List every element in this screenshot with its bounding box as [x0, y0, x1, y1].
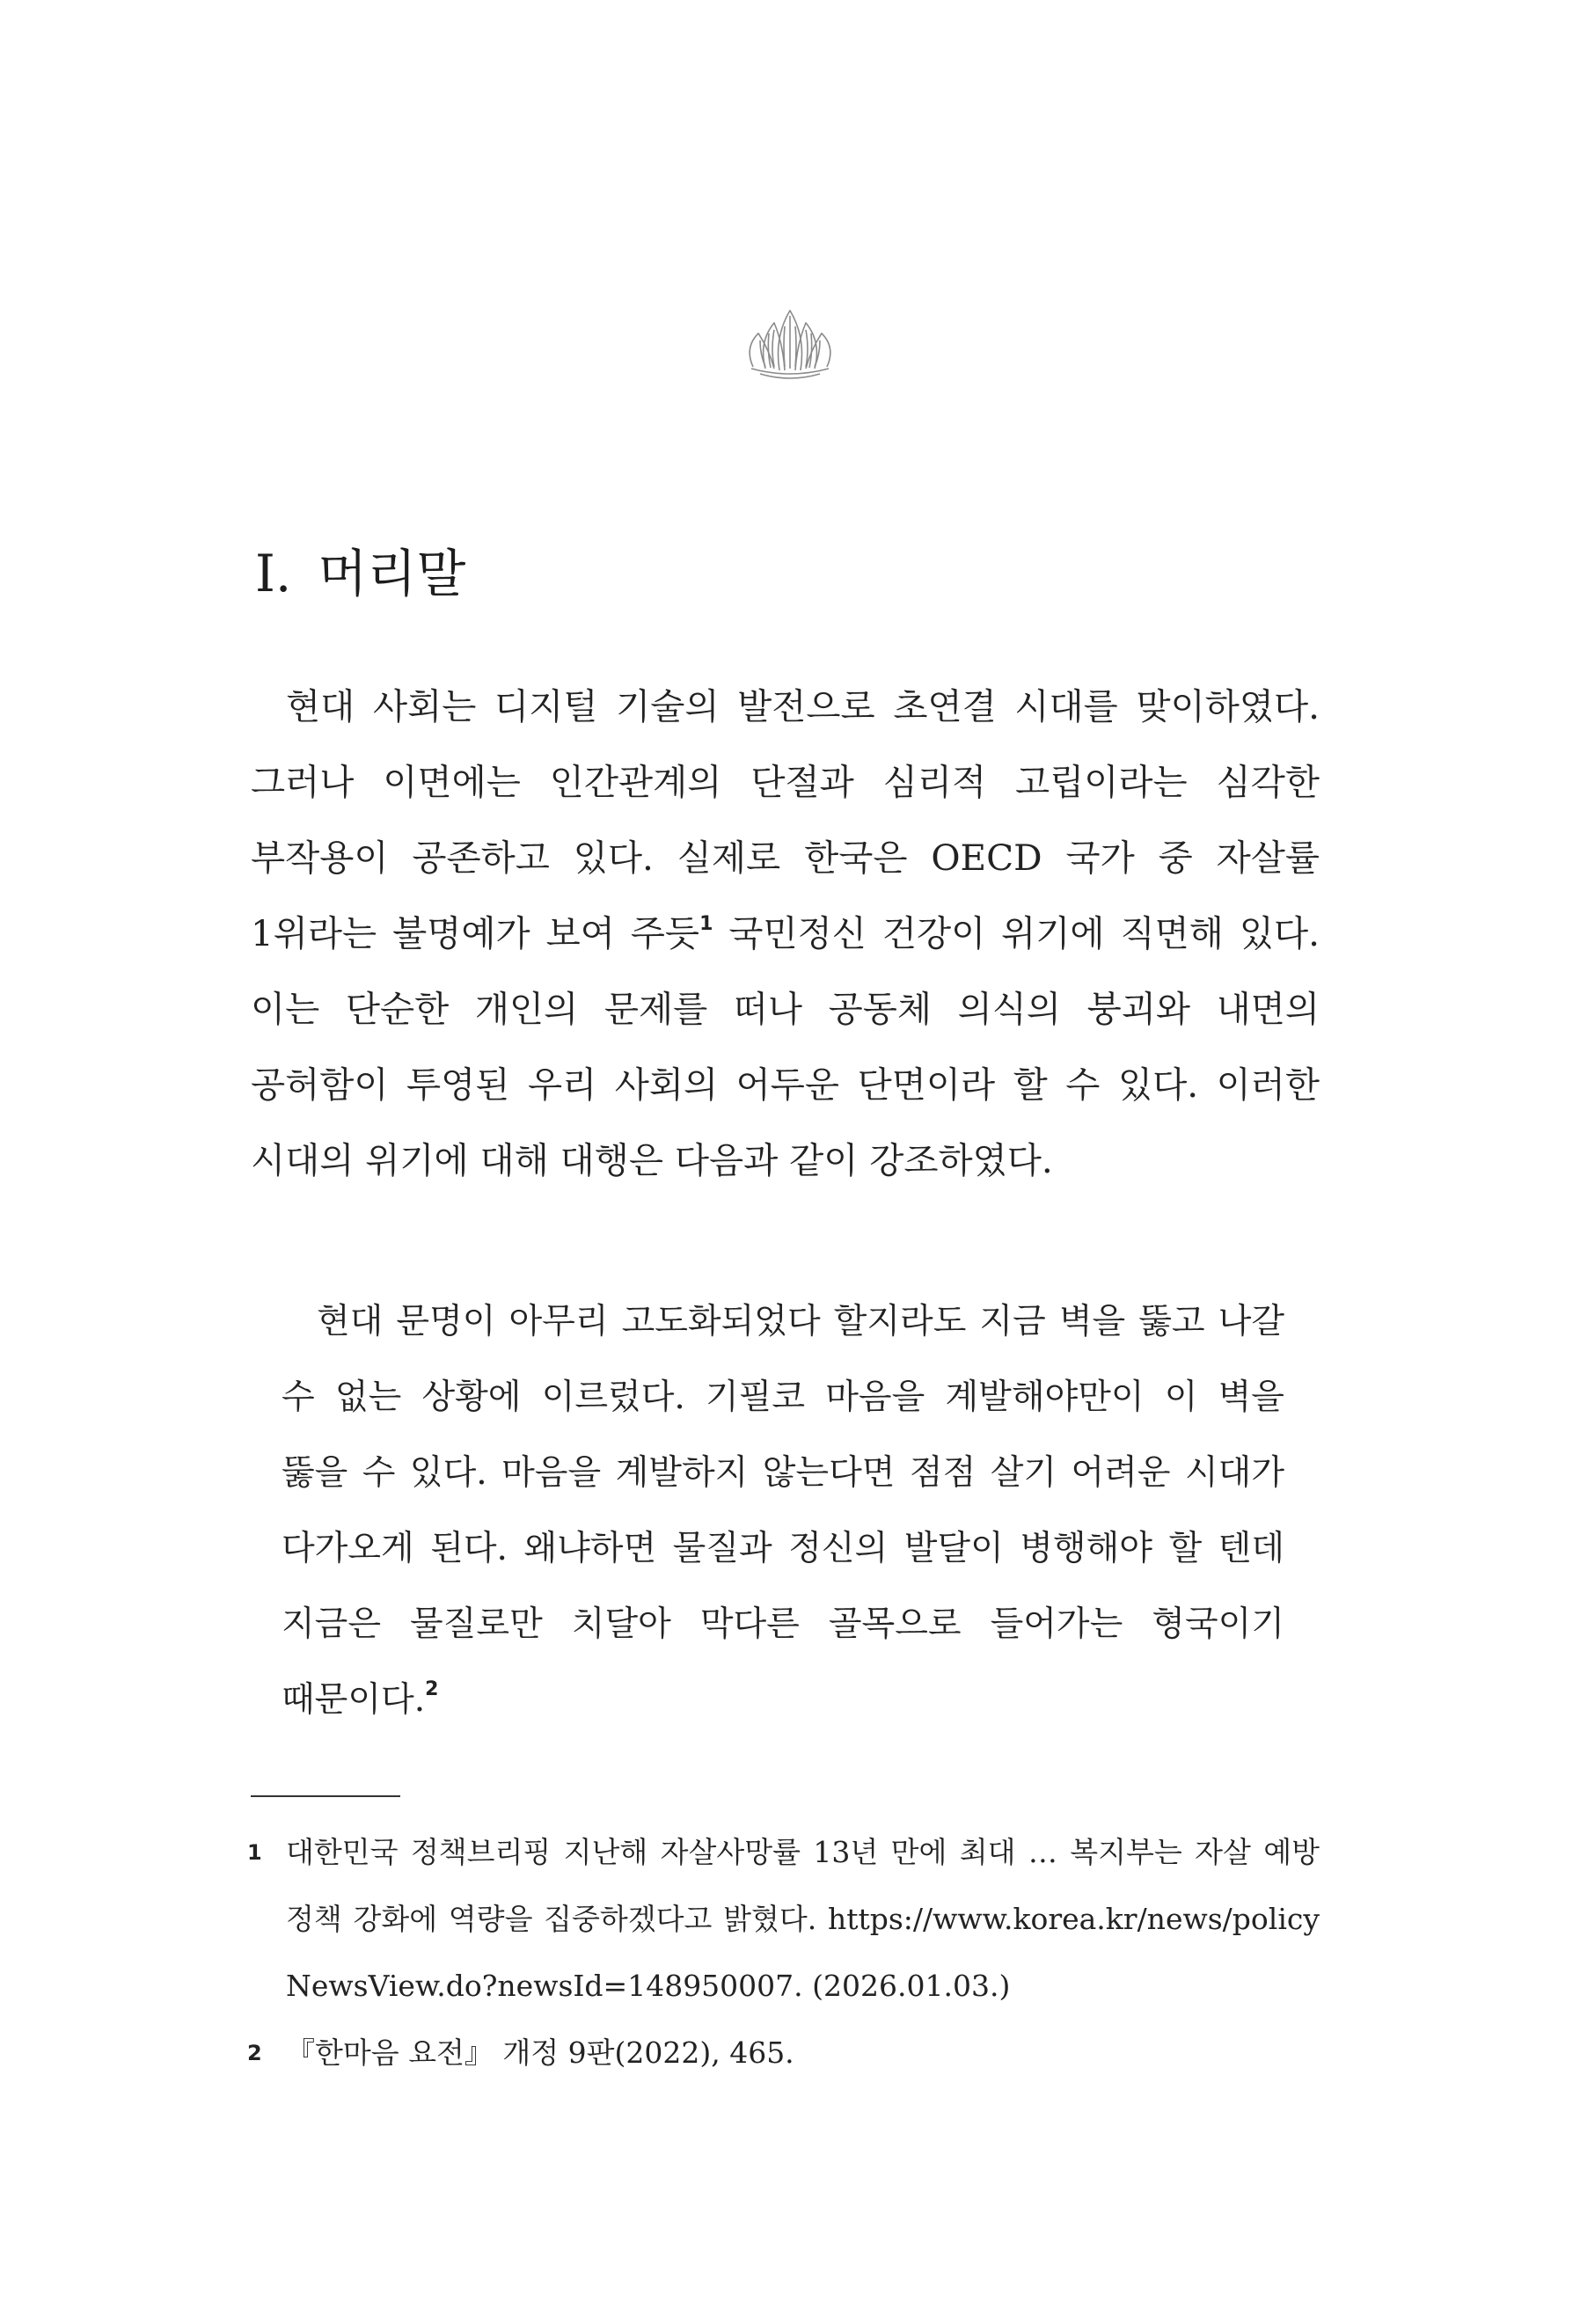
footnote-text: 대한민국 정책브리핑 지난해 자살사망률 13년 만에 최대 … 복지부는 자살 예방 정책 강화에 역량을 집중하겠다고 밝혔다. https://www.korea.kr/news/policyNewsView.do?newsId=148950007. (2026.01.03.): [286, 1835, 1320, 2003]
block-quote: [282, 1284, 1284, 1738]
footnote-text: 『한마음 요전』 개정 9판(2022), 465.: [286, 2035, 794, 2070]
footnote-number: 2: [247, 2041, 262, 2065]
chapter-title: [255, 538, 465, 609]
footnote-reference-2[interactable]: 2: [425, 1678, 439, 1700]
footnote-item: [247, 1819, 1320, 2020]
footnote-list: [247, 1819, 1320, 2086]
body-paragraph: [251, 669, 1320, 1198]
footnote-reference-1[interactable]: 1: [699, 913, 713, 935]
lotus-icon: [739, 303, 841, 383]
footnote-number: 1: [247, 1840, 262, 1865]
chapter-title-text: 머리말: [318, 544, 466, 603]
footnote-item: [247, 2020, 1320, 2086]
body-text-part-1: 현대 사회는 디지털 기술의 발전으로 초연결 시대를 맞이하였다. 그러나 이면에는 인간관계의 단절과 심리적 고립이라는 심각한 부작용이 공존하고 있다. 실제로 한국은 OECD 국가 중 자살률 1위라는 불명예가 보여 주듯: [251, 685, 1320, 954]
quote-text: 현대 문명이 아무리 고도화되었다 할지라도 지금 벽을 뚫고 나갈 수 없는 상황에 이르렀다. 기필코 마음을 계발해야만이 이 벽을 뚫을 수 있다. 마음을 계발하지 않는다면 점점 살기 어려운 시대가 다가오게 된다. 왜냐하면 물질과 정신의 발달이 병행해야 할 텐데 지금은 물질로만 치달아 막다른 골목으로 들어가는 형국이기 때문이다.: [282, 1302, 1284, 1720]
footnote-separator: [251, 1795, 400, 1797]
body-text-part-2: 국민정신 건강이 위기에 직면해 있다. 이는 단순한 개인의 문제를 떠나 공동체 의식의 붕괴와 내면의 공허함이 투영된 우리 사회의 어두운 단면이라 할 수 있다. 이러한 시대의 위기에 대해 대행은 다음과 같이 강조하였다.: [251, 912, 1320, 1181]
chapter-numeral: Ⅰ.: [255, 544, 292, 603]
